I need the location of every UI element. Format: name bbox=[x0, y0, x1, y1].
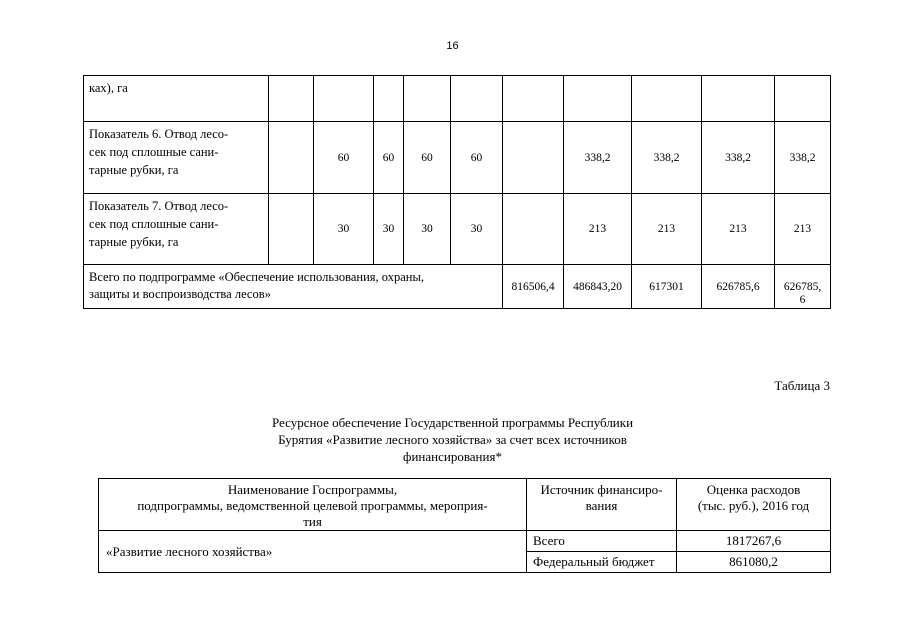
page-number: 16 bbox=[446, 40, 459, 52]
table-cell: 30 bbox=[404, 194, 451, 265]
table-cell: 213 bbox=[564, 194, 632, 265]
column-header-estimate: Оценка расходов (тыс. руб.), 2016 год bbox=[677, 479, 831, 531]
table-cell: 617301 bbox=[632, 265, 702, 309]
table-cell: 60 bbox=[404, 122, 451, 194]
table-cell: 338,2 bbox=[564, 122, 632, 194]
table-cell: 213 bbox=[775, 194, 831, 265]
table-cell: 213 bbox=[702, 194, 775, 265]
resource-table bbox=[98, 478, 831, 573]
section-title: Ресурсное обеспечение Государственной программы Республики Бурятия «Развитие лесного хозяйства» за счет всех источников финансирования* bbox=[271, 415, 634, 464]
total-row bbox=[84, 265, 831, 309]
table-cell bbox=[503, 122, 564, 194]
table-cell: 626785,6 bbox=[702, 265, 775, 309]
row-label: Показатель 6. Отвод лесо- сек под сплошные сани- тарные рубки, га bbox=[84, 122, 269, 194]
table-cell: 30 bbox=[314, 194, 374, 265]
source-cell: Федеральный бюджет bbox=[527, 552, 677, 573]
value-cell: 1817267,6 bbox=[677, 531, 831, 552]
table-cell bbox=[269, 122, 314, 194]
program-name: «Развитие лесного хозяйства» bbox=[99, 531, 527, 573]
table-cell: 60 bbox=[374, 122, 404, 194]
row-label: Показатель 7. Отвод лесо- сек под сплошные сани- тарные рубки, га bbox=[84, 194, 269, 265]
table-row bbox=[84, 122, 831, 194]
table-caption: Таблица 3 bbox=[774, 378, 830, 393]
table-cell bbox=[269, 194, 314, 265]
value-cell: 861080,2 bbox=[677, 552, 831, 573]
table-cell: 30 bbox=[374, 194, 404, 265]
table-cell: 816506,4 bbox=[503, 265, 564, 309]
table-row bbox=[99, 531, 831, 552]
table-cell: 486843,20 bbox=[564, 265, 632, 309]
table-cell: 60 bbox=[314, 122, 374, 194]
table-row bbox=[84, 76, 831, 122]
table-cell: 626785, 6 bbox=[775, 265, 831, 309]
source-cell: Всего bbox=[527, 531, 677, 552]
table-cell: 30 bbox=[451, 194, 503, 265]
table-cell: 338,2 bbox=[775, 122, 831, 194]
header-row bbox=[99, 479, 831, 531]
indicators-table bbox=[83, 75, 831, 309]
row-label: ках), га bbox=[84, 76, 269, 122]
column-header-name: Наименование Госпрограммы, подпрограммы, ведомственной целевой программы, мероприя- тия bbox=[99, 479, 527, 531]
table-cell: 60 bbox=[451, 122, 503, 194]
table-row bbox=[84, 194, 831, 265]
table-cell: 213 bbox=[632, 194, 702, 265]
table-cell: 338,2 bbox=[702, 122, 775, 194]
column-header-source: Источник финансиро- вания bbox=[527, 479, 677, 531]
total-label: Всего по подпрограмме «Обеспечение использования, охраны, защиты и воспроизводства лесов» bbox=[84, 265, 503, 309]
table-cell: 338,2 bbox=[632, 122, 702, 194]
table-cell bbox=[503, 194, 564, 265]
